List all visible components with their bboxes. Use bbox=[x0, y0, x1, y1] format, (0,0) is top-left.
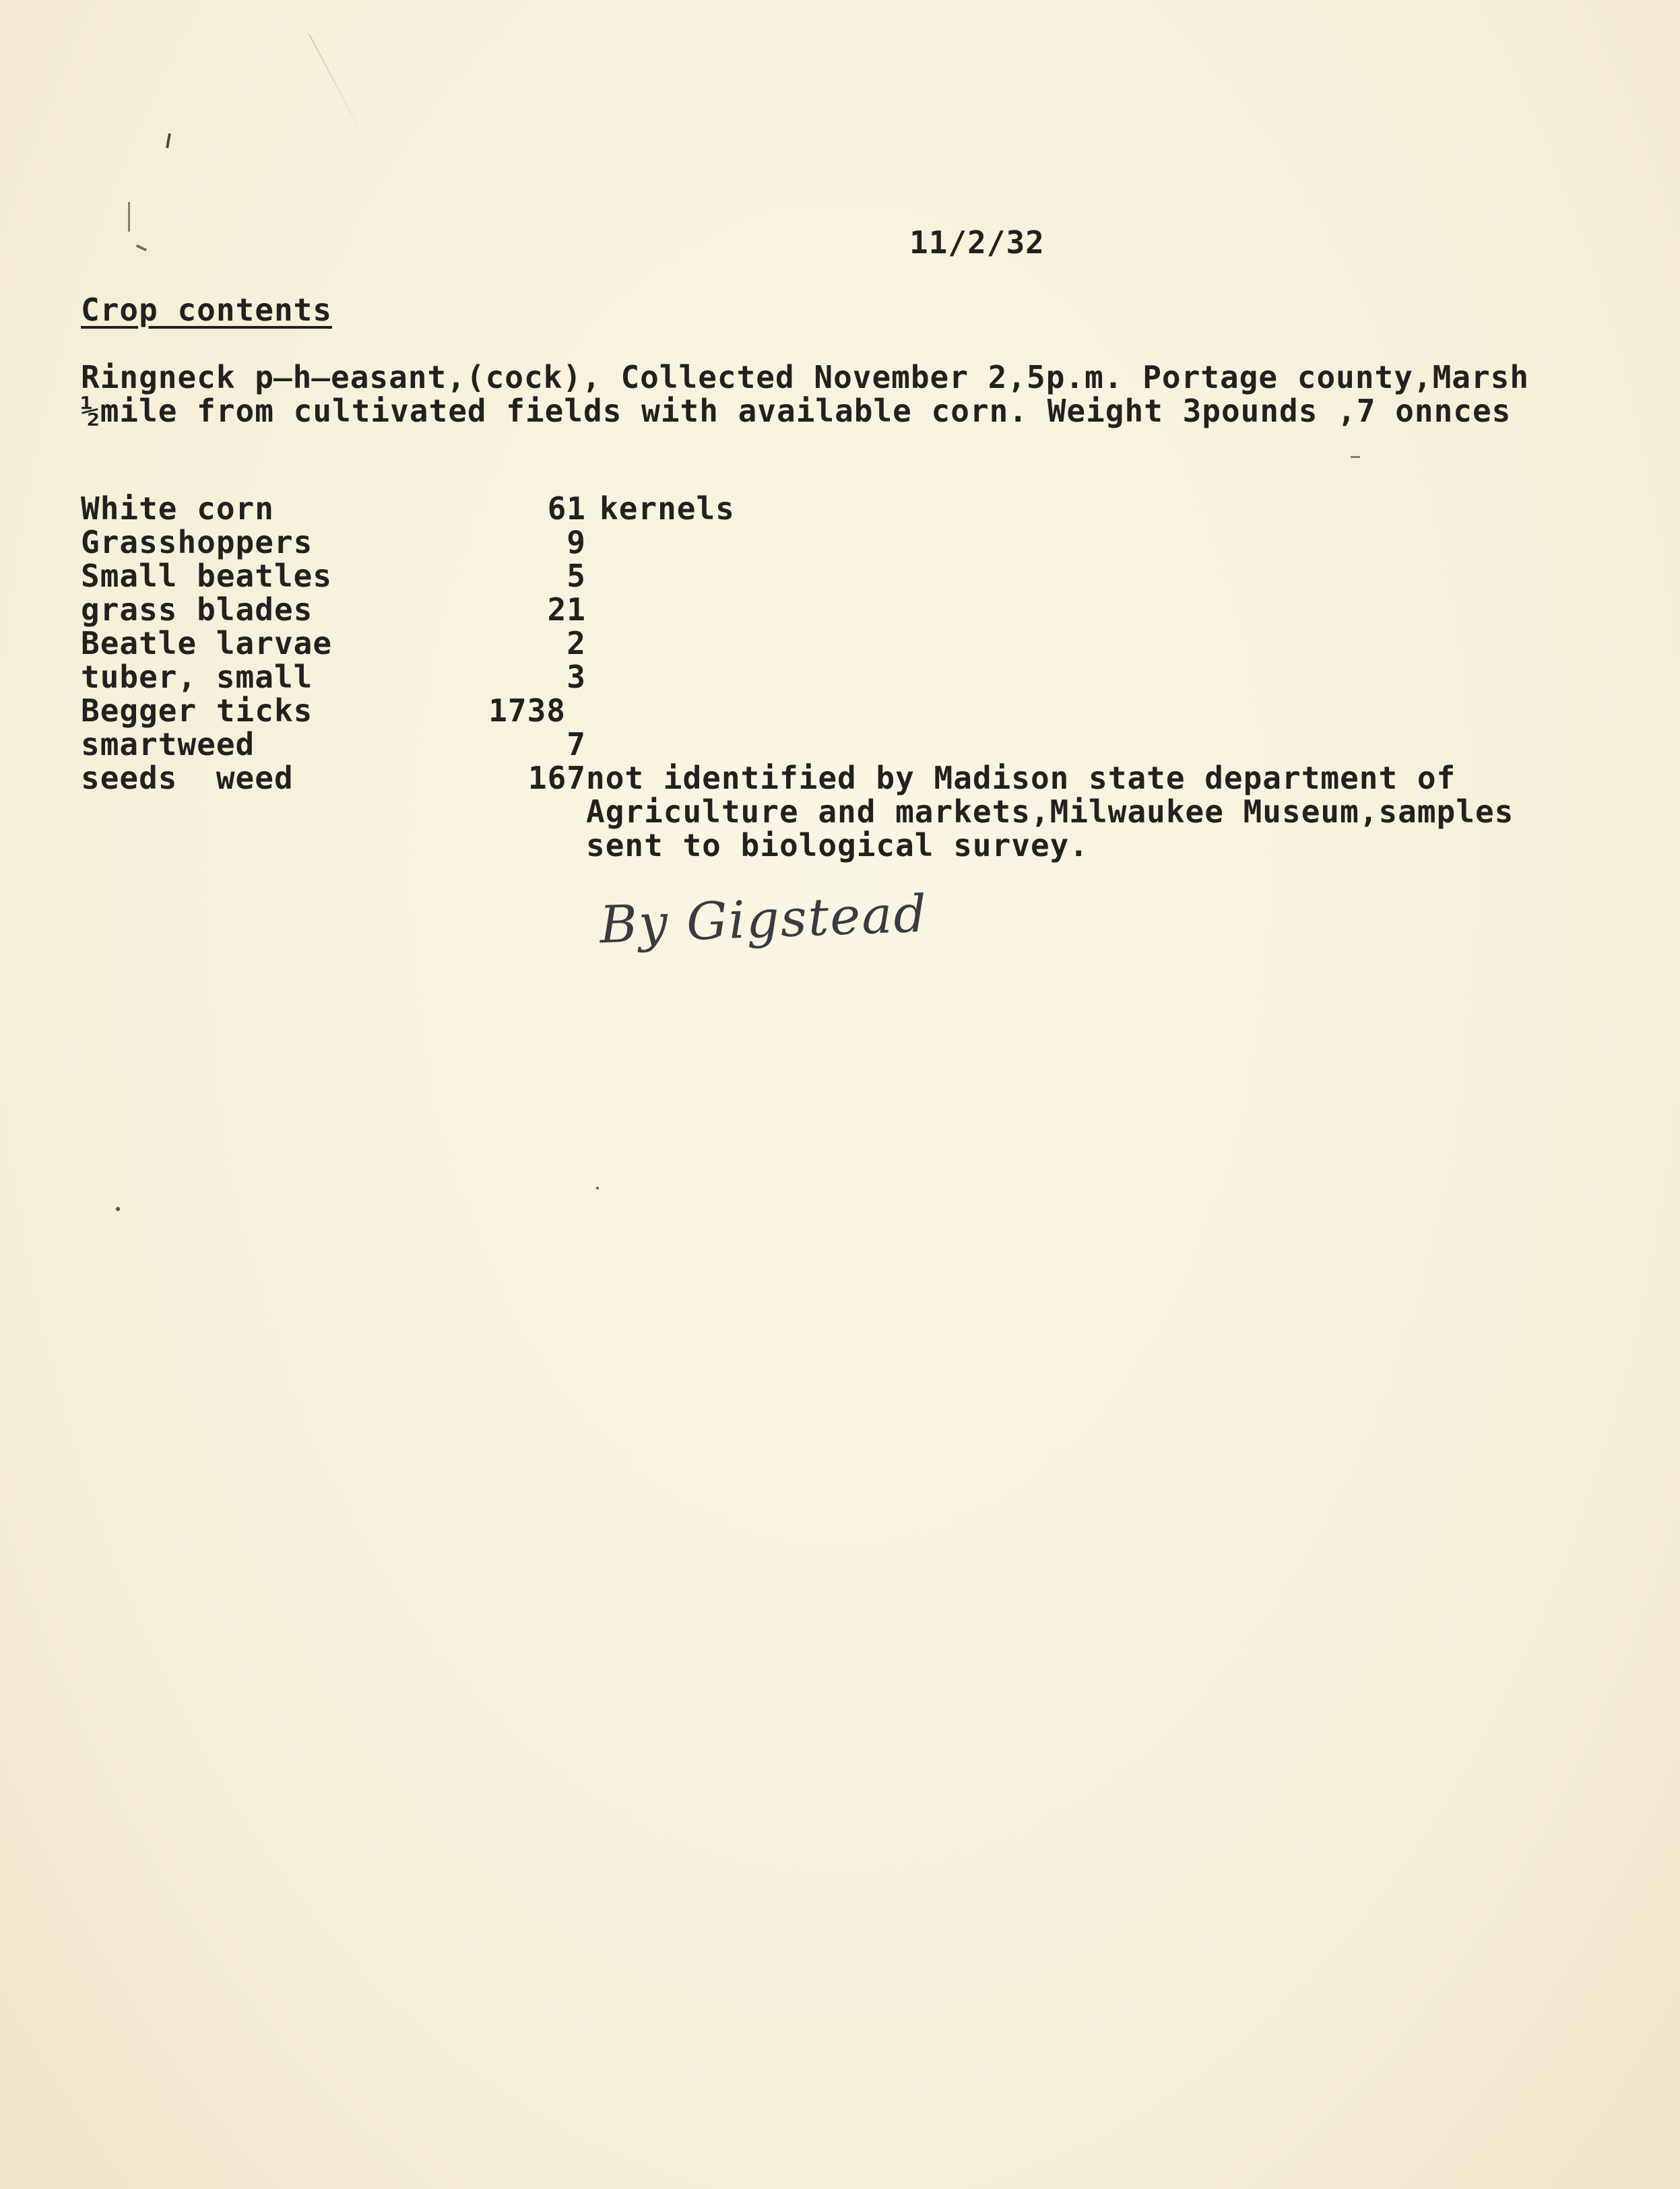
item-name: Begger ticks bbox=[81, 692, 313, 729]
item-count: 2 bbox=[567, 625, 586, 661]
handwritten-signature: By Gigstead bbox=[598, 883, 929, 955]
item-name: White corn bbox=[81, 490, 274, 527]
item-count: 5 bbox=[567, 558, 586, 594]
item-count: 167 bbox=[527, 760, 586, 796]
ink-mark bbox=[128, 202, 130, 232]
item-count: 1738 bbox=[488, 692, 566, 729]
item-name: Small beatles bbox=[81, 558, 333, 594]
item-name: Beatle larvae bbox=[81, 625, 333, 661]
item-name: seeds weed bbox=[81, 760, 294, 796]
item-count: 21 bbox=[547, 591, 586, 628]
document-date: 11/2/32 bbox=[909, 224, 1045, 261]
item-note: not identified by Madison state department of bbox=[586, 760, 1456, 796]
intro-line-2: ½mile from cultivated fields with available corn. Weight 3pounds ,7 onnces bbox=[81, 393, 1512, 429]
item-unit: kernels bbox=[600, 490, 735, 527]
document-heading: Crop contents bbox=[81, 292, 333, 328]
ink-mark bbox=[1351, 456, 1360, 458]
note-line: Agriculture and markets,Milwaukee Museum,samples bbox=[586, 793, 1514, 830]
item-count: 61 bbox=[547, 490, 586, 527]
item-name: grass blades bbox=[81, 591, 313, 628]
item-count: 3 bbox=[567, 659, 586, 695]
intro-line-1: Ringneck p̶h̶easant,(cock), Collected November 2,5p.m. Portage county,Marsh bbox=[81, 359, 1530, 395]
item-name: smartweed bbox=[81, 726, 255, 762]
note-line: sent to biological survey. bbox=[586, 827, 1089, 863]
ink-spot bbox=[116, 1207, 120, 1211]
item-count: 9 bbox=[567, 524, 586, 560]
item-name: tuber, small bbox=[81, 659, 313, 695]
item-count: 7 bbox=[567, 726, 586, 762]
item-name: Grasshoppers bbox=[81, 524, 313, 560]
ink-spot bbox=[596, 1187, 599, 1189]
